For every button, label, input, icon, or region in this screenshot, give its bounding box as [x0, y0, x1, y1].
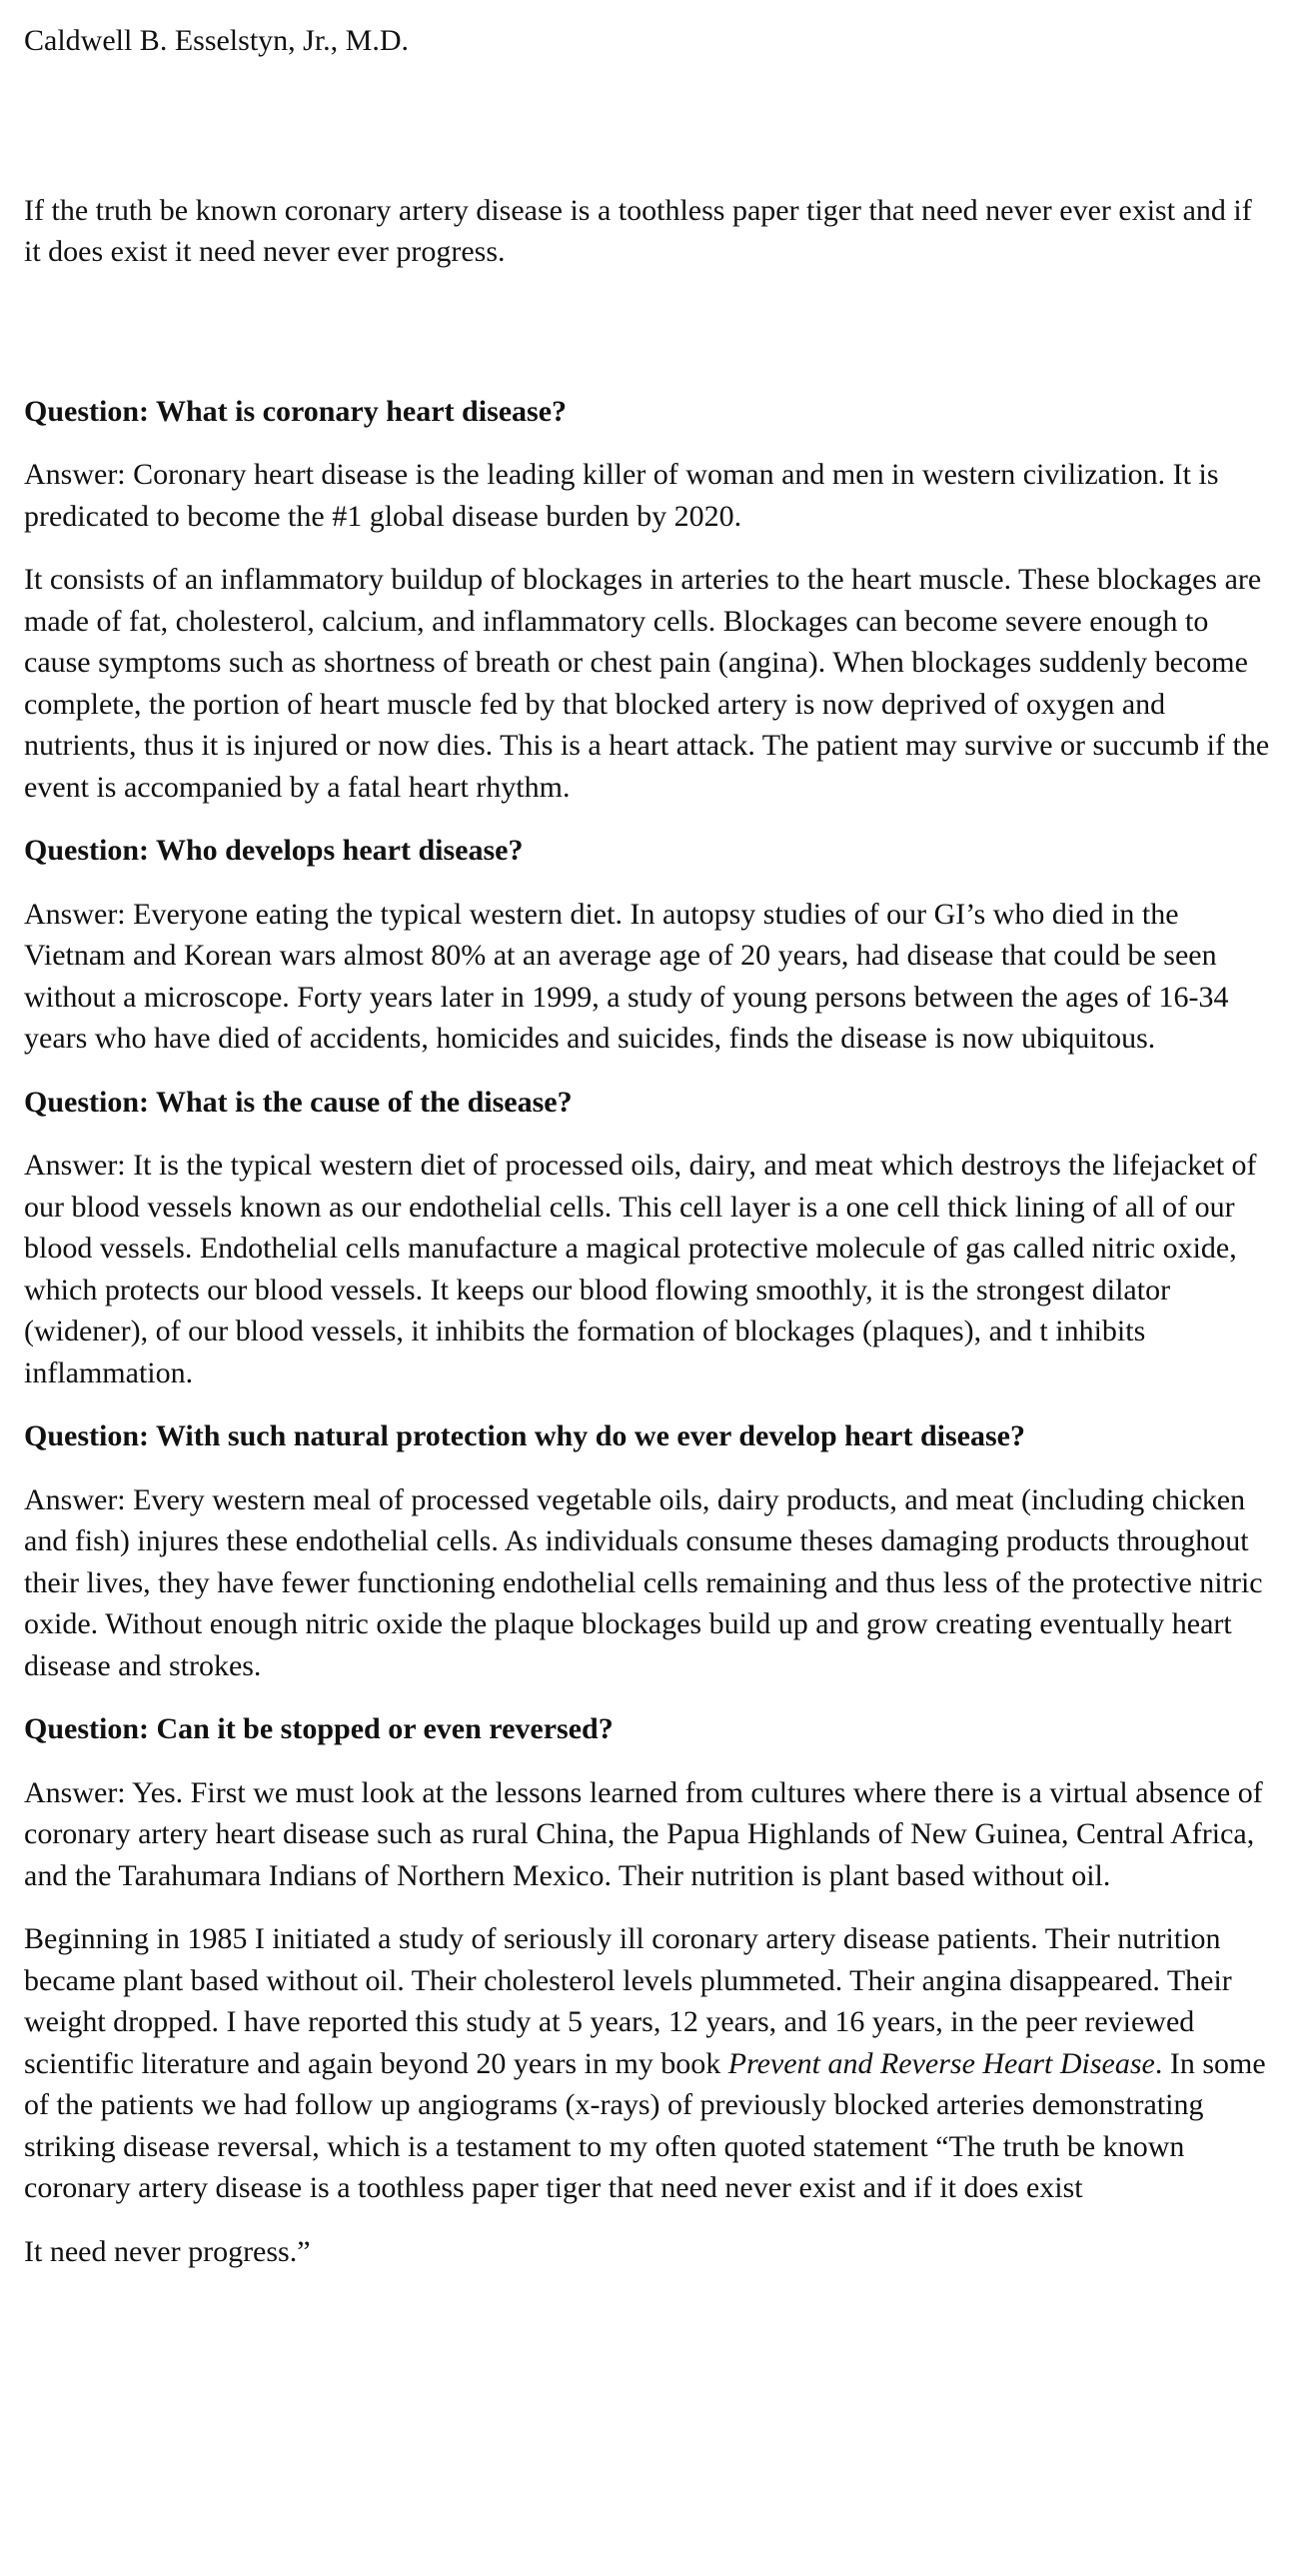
- question-heading: Question: Can it be stopped or even reversed?: [24, 1712, 614, 1745]
- question-heading: Question: With such natural protection why do we ever develop heart disease?: [24, 1419, 1025, 1452]
- answer-paragraph: Answer: Every western meal of processed vegetable oils, dairy products, and meat (including chicken and fish) injures these endothelial cells. As individuals consume theses damaging products throughout their lives, they have fewer functioning endothelial cells remaining and thus less of the protective nitric oxide. Without enough nitric oxide the plaque blockages build up and grow creating eventually heart disease and strokes.: [24, 1482, 1263, 1682]
- closing-paragraph: [24, 1918, 1273, 2209]
- body-paragraph: It consists of an inflammatory buildup of blockages in arteries to the heart muscle. These blockages are made of fat, cholesterol, calcium, and inflammatory cells. Blockages can become severe enough to cause symptoms such as shortness of breath or chest pain (angina). When blockages suddenly become complete, the portion of heart muscle fed by that blocked artery is now deprived of oxygen and nutrients, thus it is injured or now dies. This is a heart attack. The patient may survive or succumb if the event is accompanied by a fatal heart rhythm.: [24, 563, 1270, 804]
- answer-paragraph: Answer: Everyone eating the typical western diet. In autopsy studies of our GI’s who died in the Vietnam and Korean wars almost 80% at an average age of 20 years, had disease that could be seen without a microscope. Forty years later in 1999, a study of young persons between the ages of 16-34 years who have died of accidents, homicides and suicides, finds the disease is now ubiquitous.: [24, 897, 1229, 1055]
- answer-paragraph: Answer: Yes. First we must look at the lessons learned from cultures where there is a virtual absence of coronary artery heart disease such as rural China, the Papua Highlands of New Guinea, Central Africa, and the Tarahumara Indians of Northern Mexico. Their nutrition is plant based without oil.: [24, 1775, 1263, 1892]
- answer-paragraph: Answer: It is the typical western diet of processed oils, dairy, and meat which destroys the lifejacket of our blood vessels known as our endothelial cells. This cell layer is a one cell thick lining of all of our blood vessels. Endothelial cells manufacture a magical protective molecule of gas called nitric oxide, which protects our blood vessels. It keeps our blood flowing smoothly, it is the strongest dilator (widener), of our blood vessels, it inhibits the formation of blockages (plaques), and t inhibits inflammation.: [24, 1149, 1257, 1389]
- book-title: Prevent and Reverse Heart Disease: [727, 2046, 1155, 2080]
- question-heading: Question: Who develops heart disease?: [24, 834, 524, 867]
- final-line: It need never progress.”: [24, 2234, 311, 2268]
- closing-text-before: Beginning in 1985 I initiated a study of seriously ill coronary artery disease patients. Their nutrition became plant based without oil. Their cholesterol levels plummeted. Their angina disappeared. Their weight dropped. I have reported this study at 5 years, 12 years, and 16 years, in the peer reviewed scientific literature and again beyond 20 years in my book: [24, 1922, 1232, 2080]
- document-page: [24, 0, 1273, 2272]
- closing-text-after: . In some of the patients we had follow up angiograms (x-rays) of previously blocked arteries demonstrating striking disease reversal, which is a testament to my often quoted statement “The truth be known coronary artery disease is a toothless paper tiger that need never exist and if it does exist: [24, 2046, 1266, 2204]
- intro-quote: If the truth be known coronary artery disease is a toothless paper tiger that need never ever exist and if it does exist it need never ever progress.: [24, 193, 1252, 268]
- author-name: Caldwell B. Esselstyn, Jr., M.D.: [24, 24, 410, 57]
- question-heading: Question: What is the cause of the disease?: [24, 1085, 573, 1119]
- question-heading: Question: What is coronary heart disease?: [24, 394, 568, 428]
- answer-paragraph: Answer: Coronary heart disease is the leading killer of woman and men in western civilization. It is predicated to become the #1 global disease burden by 2020.: [24, 458, 1219, 533]
